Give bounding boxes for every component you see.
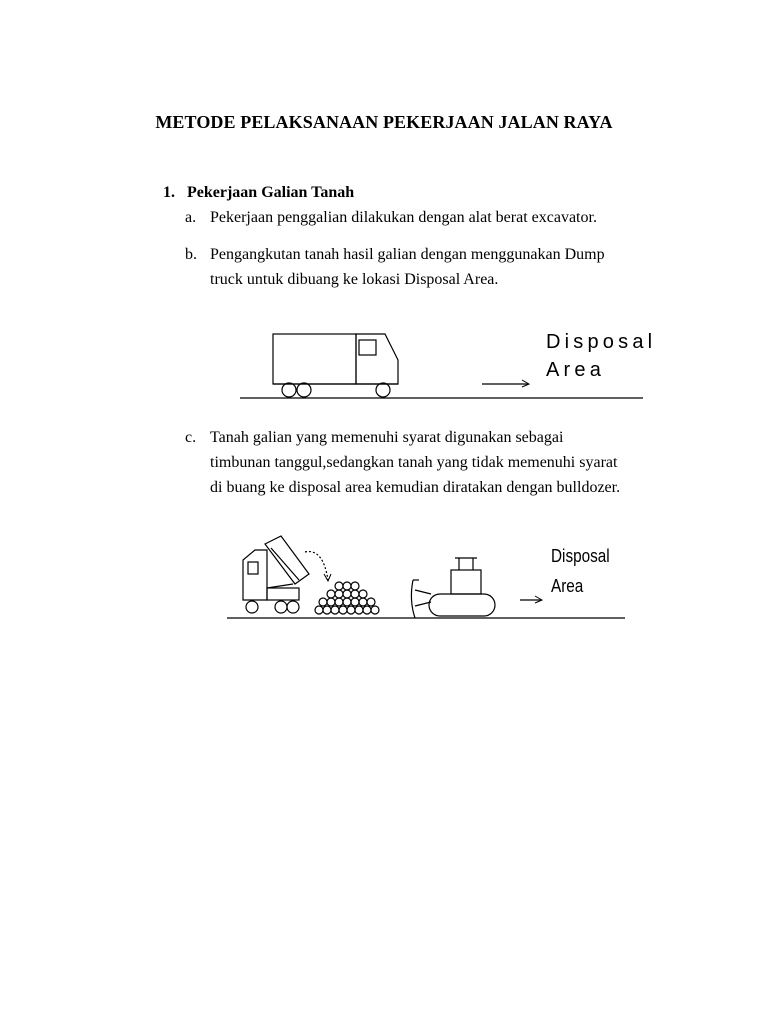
section-title: Pekerjaan Galian Tanah [187, 184, 355, 201]
bulldozer-blade [411, 580, 415, 618]
area-label: Area [551, 576, 584, 596]
dump-truck-wheel [287, 601, 299, 613]
section-number: 1. [163, 184, 175, 201]
truck-cab [356, 334, 398, 384]
page-title: METODE PELAKSANAAN PEKERJAAN JALAN RAYA [155, 112, 613, 132]
text-line: truck untuk dibuang ke lokasi Disposal Area. [210, 271, 499, 288]
text-line: Pekerjaan penggalian dilakukan dengan alat berat excavator. [210, 209, 597, 226]
dump-truck-wheel [246, 601, 258, 613]
list-item-text [210, 205, 597, 230]
truck-wheel [297, 383, 311, 397]
section-heading [163, 184, 354, 202]
text-line: di buang ke disposal area kemudian diratakan dengan bulldozer. [210, 479, 621, 496]
bulldozer-track [429, 594, 495, 616]
list-item-text [210, 425, 620, 500]
disposal-label: Disposal [551, 546, 610, 566]
text-line: timbunan tanggul,sedangkan tanah yang tidak memenuhi syarat [210, 454, 618, 471]
truck-wheel [282, 383, 296, 397]
dump-truck-wheel [275, 601, 287, 613]
bulldozer-cab [451, 570, 481, 594]
text-line: Pengangkutan tanah hasil galian dengan menggunakan Dump [210, 246, 605, 263]
truck-window [359, 340, 376, 355]
disposal-label: Disposal [546, 331, 657, 353]
dump-truck-window [248, 562, 258, 574]
dump-truck-bed [265, 536, 309, 584]
truck-cargo-box [273, 334, 356, 384]
area-label: Area [546, 359, 606, 381]
text-line: Tanah galian yang memenuhi syarat digunakan sebagai [210, 429, 564, 446]
soil-pile [315, 582, 379, 614]
dump-truck-cab [243, 550, 267, 600]
list-item-text [210, 242, 605, 292]
list-marker: c. [185, 429, 197, 446]
list-marker: b. [185, 246, 197, 263]
list-marker: a. [185, 209, 197, 226]
truck-wheel [376, 383, 390, 397]
